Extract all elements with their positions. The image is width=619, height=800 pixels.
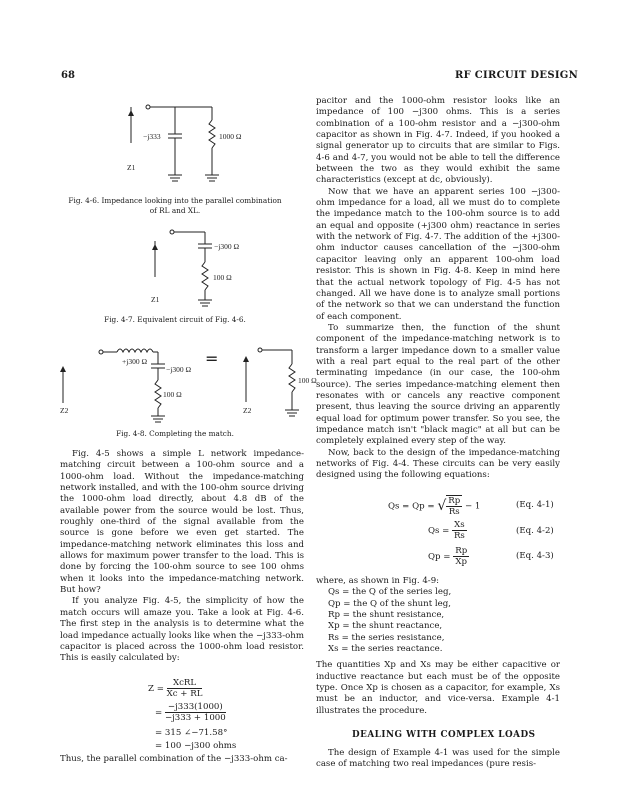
z-calc-den1: Xc + RL xyxy=(166,689,203,699)
fig47-z-label: Z1 xyxy=(151,295,160,304)
fig48-cap-label: −j300 Ω xyxy=(166,365,192,374)
z-calc-num1: XcRL xyxy=(167,678,203,689)
right-paragraph-6: The quantities Xp and Xs may be either capacitive or inductive reactance but each must be of the opposite type. Once Xp is chosen as a capacitor, for example, Xs must be an inductor, and vice-versa. Example 4-1 illustrates the procedure. xyxy=(316,660,560,716)
list-item: Xp = the shunt reactance, xyxy=(328,621,443,632)
fig-4-7-circuit xyxy=(155,230,212,306)
arrow-icon xyxy=(128,110,134,116)
right-paragraph-7: The design of Example 4-1 was used for the simple case of matching two real impedances (pure resis- xyxy=(316,748,560,770)
fig46-res-label: 1000 Ω xyxy=(219,132,242,141)
z-calc-den2: −j333 + 1000 xyxy=(164,713,226,723)
z-calc-line-2: = $\frac{-j333(1000)}{-j333 + 1000}$ xyxy=(155,702,226,723)
list-item: Rp = the shunt resistance, xyxy=(328,610,445,621)
equation-4-2: Qs = $\frac{Xs}{Rs}$ xyxy=(428,520,465,541)
right-paragraph-3: To summarize then, the function of the shunt component of the impedance-matching network is to transform a larger impedance down to a smaller value with a real part equal to the real part of the other terminating impedance (in our case, the 100-ohm source). The series impedance-matching element then resonates with or cancels any reactive component present, thus leaving the source driving an apparently equal load for optimum power transfer. So you see, the impedance match isn't "black magic" at all but can be completely explained every step of the way. xyxy=(316,322,560,447)
right-column-defs xyxy=(316,576,560,717)
right-paragraph-1: pacitor and the 1000-ohm resistor looks like an impedance of 100 −j300 ohms. This is a series combination of a 100-ohm resistor and a −j300-ohm capacitor as shown in Fig. 4-7. Indeed, if you hooked a signal generator up to circuits that are similar to Figs. 4-6 and 4-7, you would not be able to tell the difference between the two as they would exhibit the same characteristics (except at dc, obviously). xyxy=(316,96,560,186)
right-column-top xyxy=(316,96,560,482)
page-number: 68 xyxy=(61,70,75,81)
z-calc-line-4: = 100 −j300 ohms xyxy=(155,741,237,751)
left-paragraph-1: Fig. 4-5 shows a simple L network impedance-matching circuit between a 100-ohm source and a 1000-ohm load. Without the impedance-matching network installed, and with the 100-ohm source driving the 1000-ohm load directly, about 4.8 dB of the available power from the source would be lost. Thus, roughly one-third of the signal available from the source is gone before we even get started. The impedance-matching network eliminates this loss and allows for maximum power transfer to the load. This is done by forcing the 100-ohm source to see 100 ohms when it looks into the impedance-matching network. But how? xyxy=(60,449,304,596)
right-column-end xyxy=(316,748,560,771)
fig-4-8-circuit xyxy=(63,348,299,422)
fig-4-6-circuit xyxy=(131,105,219,181)
equation-4-1-tag: (Eq. 4-1) xyxy=(516,500,554,510)
fig48-z-right: Z2 xyxy=(243,406,252,415)
section-heading: DEALING WITH COMPLEX LOADS xyxy=(352,730,536,740)
right-paragraph-5: where, as shown in Fig. 4-9: xyxy=(316,576,440,586)
list-item: Xs = the series reactance. xyxy=(328,644,443,655)
fig48-res2-label: 100 Ω xyxy=(298,376,317,385)
left-paragraph-3: Thus, the parallel combination of the −j333-ohm ca- xyxy=(60,754,288,764)
fig46-caption: Fig. 4-6. Impedance looking into the parallel combination of RL and XL. xyxy=(68,196,282,215)
equation-4-3: Qp = $\frac{Rp}{Xp}$ xyxy=(428,546,468,567)
left-column xyxy=(60,449,304,665)
list-item: Qs = the Q of the series leg, xyxy=(328,587,452,598)
equation-4-3-tag: (Eq. 4-3) xyxy=(516,551,554,561)
fig46-z-label: Z1 xyxy=(127,163,136,172)
fig48-equals: = xyxy=(205,349,219,368)
list-item: Rs = the series resistance, xyxy=(328,632,445,643)
right-paragraph-4: Now, back to the design of the impedance-matching networks of Fig. 4-4. These circuits can be very easily designed using the following equations: xyxy=(316,447,560,481)
sqrt-icon: √ xyxy=(437,498,447,514)
left-paragraph-2: If you analyze Fig. 4-5, the simplicity of how the match occurs will amaze you. Take a look at Fig. 4-6. The first step in the analysis is to determine what the load impedance actually looks like when the −j333-ohm capacitor is placed across the 1000-ohm load resistor. This is easily calculated by: xyxy=(60,596,304,664)
fig47-cap-label: −j300 Ω xyxy=(214,242,240,251)
fig48-ind-label: +j300 Ω xyxy=(122,357,148,366)
fig46-cap-label: −j333 xyxy=(143,132,161,141)
running-title: RF CIRCUIT DESIGN xyxy=(455,70,579,81)
right-paragraph-2: Now that we have an apparent series 100 −j300-ohm impedance for a load, all we must do to complete the impedance match to the 100-ohm source is to add an equal and opposite (+j300 ohm) reactance in series with the network of Fig. 4-7. The addition of the +j300-ohm inductor causes cancellation of the −j300-ohm capacitor leaving only an apparent 100-ohm load resistor. This is shown in Fig. 4-8. Keep in mind here that the actual network topology of Fig. 4-5 has not changed. All we have done is to analyze small portions of the network so that we can understand the function of each component. xyxy=(316,186,560,322)
equation-4-1: Qs = Qp = √ $\frac{Rp}{Rs}$ − 1 xyxy=(388,496,481,517)
z-calc-line-3: = 315 ∠−71.58° xyxy=(155,728,228,738)
arrow-icon xyxy=(243,356,249,362)
left-column-end xyxy=(60,754,304,765)
fig47-res-label: 100 Ω xyxy=(213,273,232,282)
list-item: Qp = the Q of the shunt leg, xyxy=(328,598,451,609)
z-calc-line-1: Z = $\frac{\text{XcRL}}{Xc + RL}$ xyxy=(148,678,203,699)
fig47-caption: Fig. 4-7. Equivalent circuit of Fig. 4-6. xyxy=(104,315,246,324)
fig48-caption: Fig. 4-8. Completing the match. xyxy=(116,429,234,438)
fig48-z-left: Z2 xyxy=(60,406,69,415)
arrow-icon xyxy=(152,244,158,250)
definition-list xyxy=(316,587,560,655)
arrow-icon xyxy=(60,366,66,372)
fig48-res-label: 100 Ω xyxy=(163,390,182,399)
z-calc-num2: −j333(1000) xyxy=(165,702,226,713)
equation-4-2-tag: (Eq. 4-2) xyxy=(516,526,554,536)
